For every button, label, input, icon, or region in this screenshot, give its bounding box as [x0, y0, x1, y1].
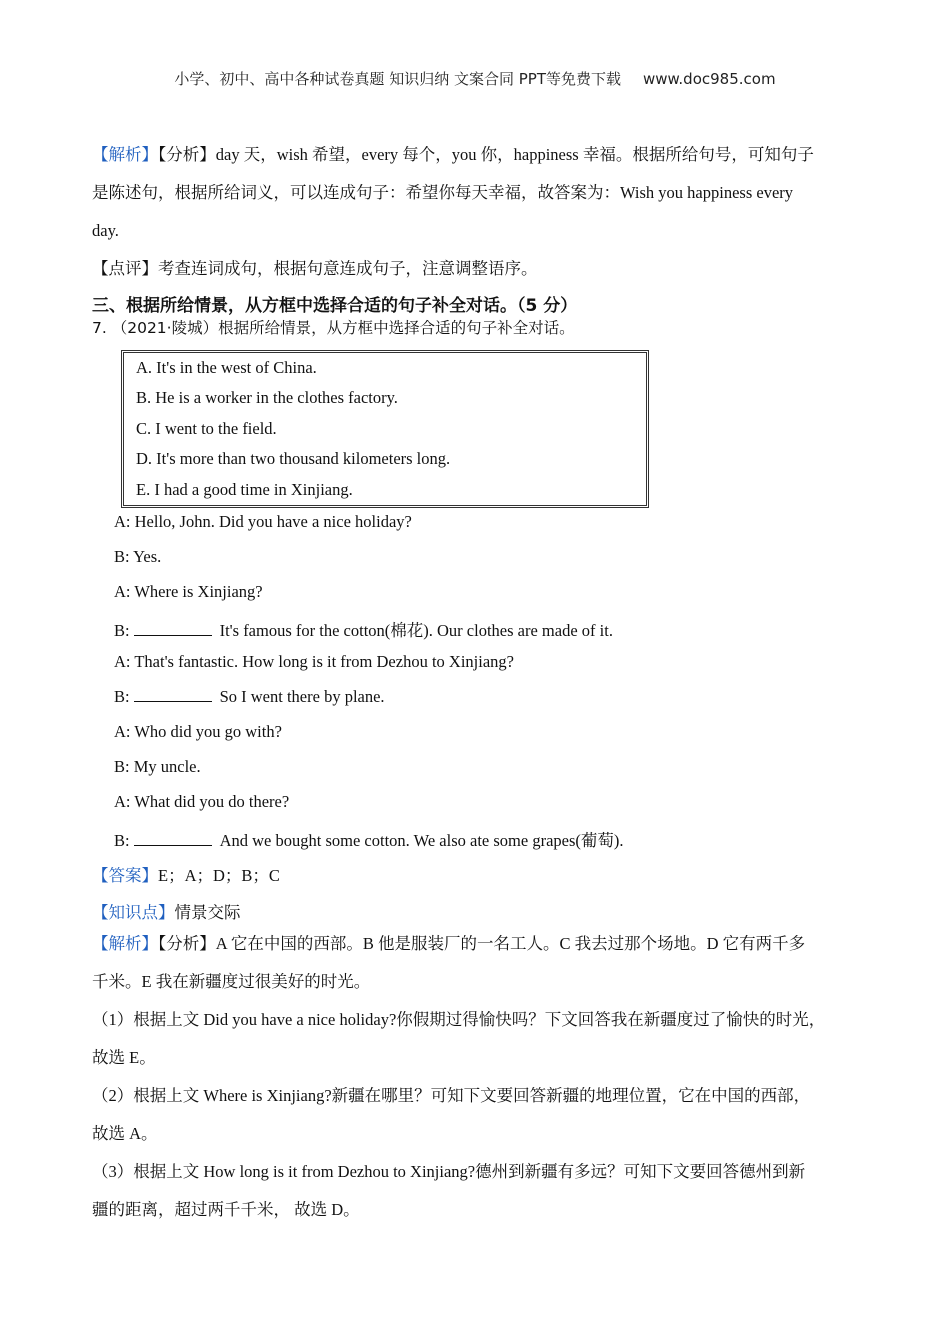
analysis-line: （1）根据上文 Did you have a nice holiday?你假期过得愉快吗？下文回答我在新疆度过了愉快的时光，	[92, 1010, 826, 1029]
analysis-line: 故选 A。	[92, 1124, 158, 1143]
answer-blank[interactable]	[134, 831, 212, 846]
dialogue-line: A: Hello, John. Did you have a nice holiday?	[114, 512, 412, 531]
answer-analysis	[92, 925, 864, 1229]
analysis-line-1: 【解析】【分析】day 天，wish 希望，every 每个，you 你，happiness 幸福。根据所给句号，可知句子	[92, 145, 814, 164]
dialogue-line: B: So I went there by plane.	[114, 687, 385, 706]
analysis-line-3: day.	[92, 221, 119, 240]
option-e: E. I had a good time in Xinjiang.	[136, 479, 353, 499]
dialogue-line: B: Yes.	[114, 547, 162, 566]
option-a: A. It's in the west of China.	[136, 358, 317, 377]
knowledge-point-tag: 【知识点】	[92, 903, 175, 922]
page-header	[0, 68, 950, 89]
answer-blank[interactable]	[134, 621, 212, 636]
answer-tag: 【答案】	[92, 866, 158, 885]
answer-line	[92, 862, 864, 886]
section-title: 三、根据所给情景，从方框中选择合适的句子补全对话。（5 分）	[92, 296, 578, 316]
knowledge-point-text: 情景交际	[174, 903, 241, 922]
answer-text: E；A；D；B；C	[158, 866, 280, 885]
analysis-tag: 【解析】	[92, 934, 158, 953]
analysis-line: （3）根据上文 How long is it from Dezhou to Xinjiang?德州到新疆有多远？可知下文要回答德州到新	[92, 1162, 806, 1181]
header-url[interactable]: www.doc985.com	[642, 70, 776, 88]
question-line: 7. （2021·陵城）根据所给情景，从方框中选择合适的句子补全对话。	[92, 319, 575, 337]
option-b: B. He is a worker in the clothes factory.	[136, 388, 398, 408]
knowledge-point-line	[92, 899, 864, 923]
dialogue-line: B: And we bought some cotton. We also ate some grapes(葡萄).	[114, 831, 624, 850]
comment-line: 【点评】考查连词成句，根据句意连成句子，注意调整语序。	[92, 259, 538, 278]
analysis-line: 故选 E。	[92, 1048, 156, 1067]
analysis-line: （2）根据上文 Where is Xinjiang?新疆在哪里？可知下文要回答新疆的地理位置，它在中国的西部，	[92, 1086, 811, 1105]
dialogue-line: A: Where is Xinjiang?	[114, 582, 263, 601]
dialogue-line: B: My uncle.	[114, 757, 201, 776]
dialogue-line: A: That's fantastic. How long is it from Dezhou to Xinjiang?	[114, 652, 514, 671]
option-d: D. It's more than two thousand kilometers long.	[136, 449, 451, 469]
options-box	[121, 350, 649, 508]
header-text: 小学、初中、高中各种试卷真题 知识归纳 文案合同 PPT等免费下载	[174, 70, 621, 88]
previous-analysis	[92, 136, 864, 288]
dialogue-line: B: It's famous for the cotton(棉花). Our clothes are made of it.	[114, 621, 613, 640]
analysis-line: 【解析】【分析】A 它在中国的西部。B 他是服装厂的一名工人。C 我去过那个场地。D 它有两千多	[92, 934, 806, 953]
dialogue-line: A: Who did you go with?	[114, 722, 282, 741]
analysis-line: 疆的距离，超过两千千米， 故选 D。	[92, 1200, 360, 1219]
analysis-tag: 【解析】	[92, 145, 158, 164]
option-c: C. I went to the field.	[136, 418, 277, 438]
dialogue-line: A: What did you do there?	[114, 792, 290, 811]
answer-blank[interactable]	[134, 687, 212, 702]
analysis-line-2: 是陈述句，根据所给词义，可以连成句子：希望你每天幸福，故答案为：Wish you happiness every	[92, 183, 794, 202]
analysis-line: 千米。E 我在新疆度过很美好的时光。	[92, 972, 371, 991]
